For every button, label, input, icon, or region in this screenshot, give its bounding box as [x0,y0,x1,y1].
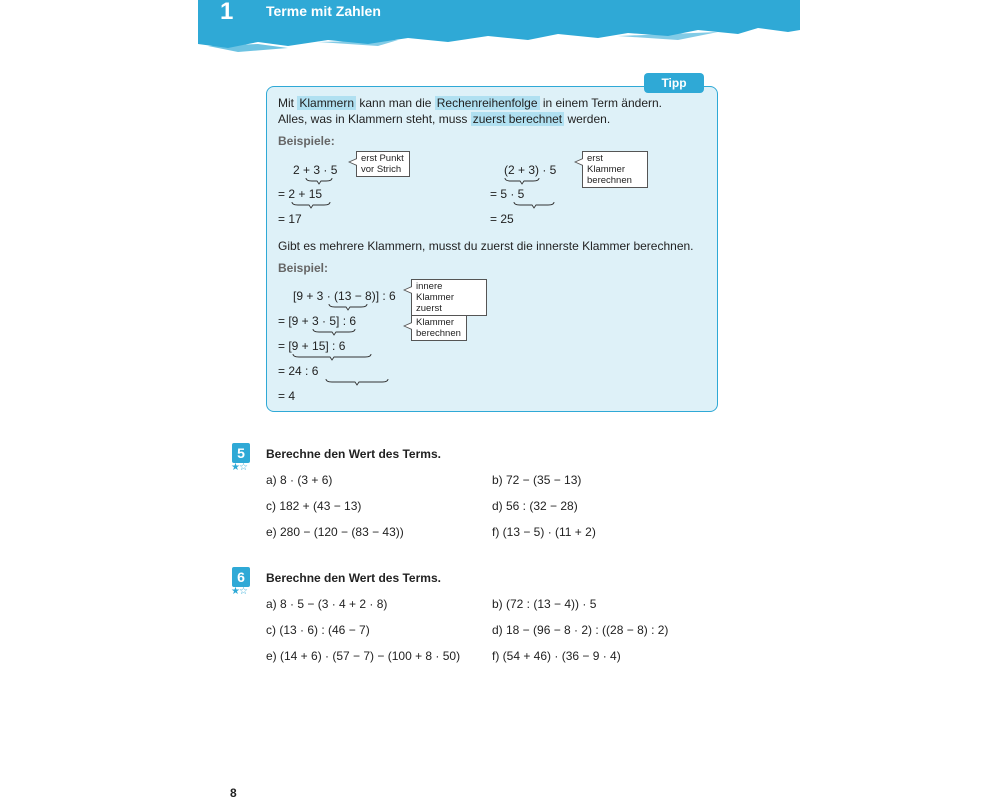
example3-callout-2: Klammer berechnen [411,315,467,341]
exercise-6-item-a: a) 8 · 5 − (3 · 4 + 2 · 8) [266,597,388,611]
exercise-5-item-a: a) 8 · (3 + 6) [266,473,333,487]
example3-callout-1: innere Klammer zuerst [411,279,487,316]
chapter-number: 1 [220,0,234,25]
exercise-5-item-f: f) (13 − 5) · (11 + 2) [492,525,596,539]
exercise-5-item-d: d) 56 : (32 − 28) [492,499,578,513]
exercise-5-badge: 5 [232,443,250,463]
example1-callout: erst Punkt vor Strich [356,151,410,177]
exercise-6-item-f: f) (54 + 46) · (36 − 9 · 4) [492,649,621,663]
exercise-6-title: Berechne den Wert des Terms. [266,571,441,585]
example2-line2: = 5 · 5 [490,187,525,201]
example3-line2: = [9 + 3 · 5] : 6 [278,314,357,328]
example2-brace1 [505,178,539,184]
tipp-line-1: Mit Klammern kann man die Rechenreihenfolge in einem Term ändern. [278,96,663,110]
example3-brace3 [293,354,371,360]
example2-callout: erst Klammer berechnen [582,151,648,188]
example2-line3: = 25 [490,212,514,226]
example1-line2: = 2 + 15 [278,187,323,201]
example2-line1: (2 + 3) · 5 [504,163,557,177]
example-label: Beispiel: [278,261,329,275]
example1-brace2 [292,202,330,208]
exercise-6-item-d: d) 18 − (96 − 8 · 2) : ((28 − 8) : 2) [492,623,669,637]
exercise-6-difficulty-stars: ★☆ [231,586,247,597]
example1-line3: = 17 [278,212,302,226]
highlight-klammern: Klammern [299,96,355,110]
example3-line5: = 4 [278,389,296,403]
page-number: 8 [230,786,237,800]
examples-label: Beispiele: [278,134,335,148]
example1-brace1 [306,178,332,184]
example3-brace4 [326,379,388,385]
example3-line1: [9 + 3 · (13 − 8)] : 6 [293,289,396,303]
exercise-5-item-e: e) 280 − (120 − (83 − 43)) [266,525,404,539]
exercise-5-title: Berechne den Wert des Terms. [266,447,441,461]
highlight-rechenreihenfolge: Rechenreihenfolge [436,96,538,110]
example3-brace1 [329,304,367,310]
tipp-sentence-2: Gibt es mehrere Klammern, musst du zuerst die innerste Klammer berechnen. [278,239,694,253]
tipp-tab: Tipp [644,73,704,93]
exercise-6-badge: 6 [232,567,250,587]
example1-line1: 2 + 3 · 5 [293,163,338,177]
exercise-5-item-c: c) 182 + (43 − 13) [266,499,362,513]
exercise-5-difficulty-stars: ★☆ [231,462,247,473]
tipp-line-2: Alles, was in Klammern steht, muss zuerst berechnet werden. [278,112,611,126]
example3-brace2 [313,329,355,335]
exercise-6-item-c: c) (13 · 6) : (46 − 7) [266,623,370,637]
example3-line3: = [9 + 15] : 6 [278,339,346,353]
example3-line4: = 24 : 6 [278,364,319,378]
highlight-zuerst-berechnet: zuerst berechnet [472,112,563,126]
exercise-6-item-e: e) (14 + 6) · (57 − 7) − (100 + 8 · 50) [266,649,461,663]
exercise-6-item-b: b) (72 : (13 − 4)) · 5 [492,597,597,611]
exercise-5-item-b: b) 72 − (35 − 13) [492,473,582,487]
example2-brace2 [514,202,554,208]
chapter-title: Terme mit Zahlen [266,3,381,19]
